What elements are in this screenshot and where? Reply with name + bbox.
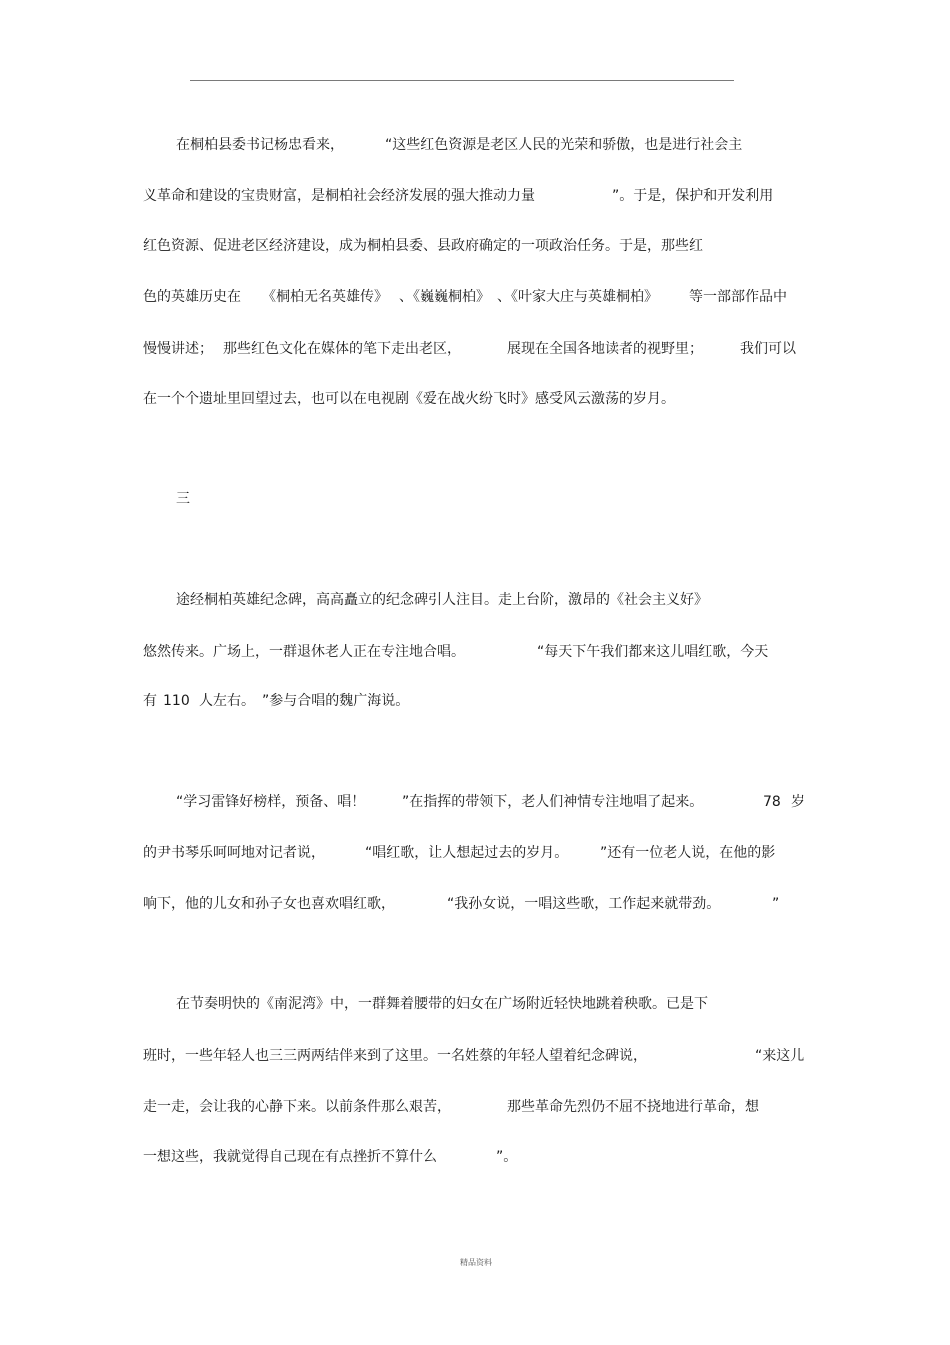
text-segment: “唱红歌，让人想起过去的岁月。	[365, 845, 569, 861]
text-segment: “每天下午我们都来这儿唱红歌，今天	[537, 644, 769, 660]
text-segment: 在桐柏县委书记杨忠看来，	[176, 137, 344, 153]
text-segment: 走一走，会让我的心静下来。以前条件那么艰苦，	[143, 1099, 451, 1115]
text-segment: 岁	[791, 794, 805, 810]
text-segment: “我孙女说，一唱这些歌，工作起来就带劲。	[447, 896, 721, 912]
text-segment: 红色资源、促进老区经济建设，成为桐柏县委、县政府确定的一项政治任务。于是，那些红	[143, 238, 703, 254]
text-segment: 的尹书琴乐呵呵地对记者说，	[143, 845, 325, 861]
text-segment: 色的英雄历史在	[143, 289, 241, 305]
text-segment: “学习雷锋好榜样，预备、唱！	[176, 794, 366, 810]
number-value: 78	[763, 794, 781, 810]
text-segment: ”。于是，保护和开发利用	[612, 188, 774, 204]
text-segment: 展现在全国各地读者的视野里；	[507, 341, 703, 357]
text-segment: ”参与合唱的魏广海说。	[262, 693, 410, 709]
book-title-segment: 、《巍巍桐柏》	[399, 289, 490, 305]
text-segment: 慢慢讲述；	[143, 341, 213, 357]
text-segment: ”。	[496, 1149, 518, 1165]
book-title-segment: 《桐柏无名英雄传》	[262, 289, 388, 305]
text-segment: 悠然传来。广场上，一群退休老人正在专注地合唱。	[143, 644, 465, 660]
text-segment: 班时，一些年轻人也三三两两结伴来到了这里。一名姓蔡的年轻人望着纪念碑说，	[143, 1048, 647, 1064]
text-segment: 有	[143, 693, 157, 709]
text-segment: “这些红色资源是老区人民的光荣和骄傲，也是进行社会主	[385, 137, 743, 153]
section-number: 三	[176, 491, 190, 507]
text-segment: 人左右。	[199, 693, 255, 709]
text-segment: 我们可以	[740, 341, 796, 357]
text-segment: 义革命和建设的宝贵财富，是桐柏社会经济发展的强大推动力量	[143, 188, 535, 204]
text-segment: 在节奏明快的《南泥湾》中，一群舞着腰带的妇女在广场附近轻快地跳着秧歌。已是下	[176, 996, 708, 1012]
text-segment: 一想这些，我就觉得自己现在有点挫折不算什么	[143, 1149, 437, 1165]
text-segment: 那些革命先烈仍不屈不挠地进行革命，想	[507, 1099, 759, 1115]
text-segment: ”	[772, 896, 780, 912]
text-segment: “来这儿	[755, 1048, 805, 1064]
text-segment: 那些红色文化在媒体的笔下走出老区，	[223, 341, 461, 357]
text-segment: 途经桐柏英雄纪念碑，高高矗立的纪念碑引人注目。走上台阶，激昂的《社会主义好》	[176, 592, 708, 608]
book-title-segment: 、《叶家大庄与英雄桐柏》	[497, 289, 658, 305]
number-value: 110	[163, 693, 190, 709]
text-segment: 等一部部作品中	[689, 289, 787, 305]
text-segment: ”在指挥的带领下，老人们神情专注地唱了起来。	[402, 794, 704, 810]
text-segment: 响下，他的儿女和孙子女也喜欢唱红歌，	[143, 896, 395, 912]
page-footer: 精品资料	[460, 1258, 492, 1267]
text-segment: ”还有一位老人说，在他的影	[600, 845, 776, 861]
text-segment: 在一个个遗址里回望过去，也可以在电视剧《爱在战火纷飞时》感受风云激荡的岁月。	[143, 391, 675, 407]
header-rule	[190, 80, 734, 81]
